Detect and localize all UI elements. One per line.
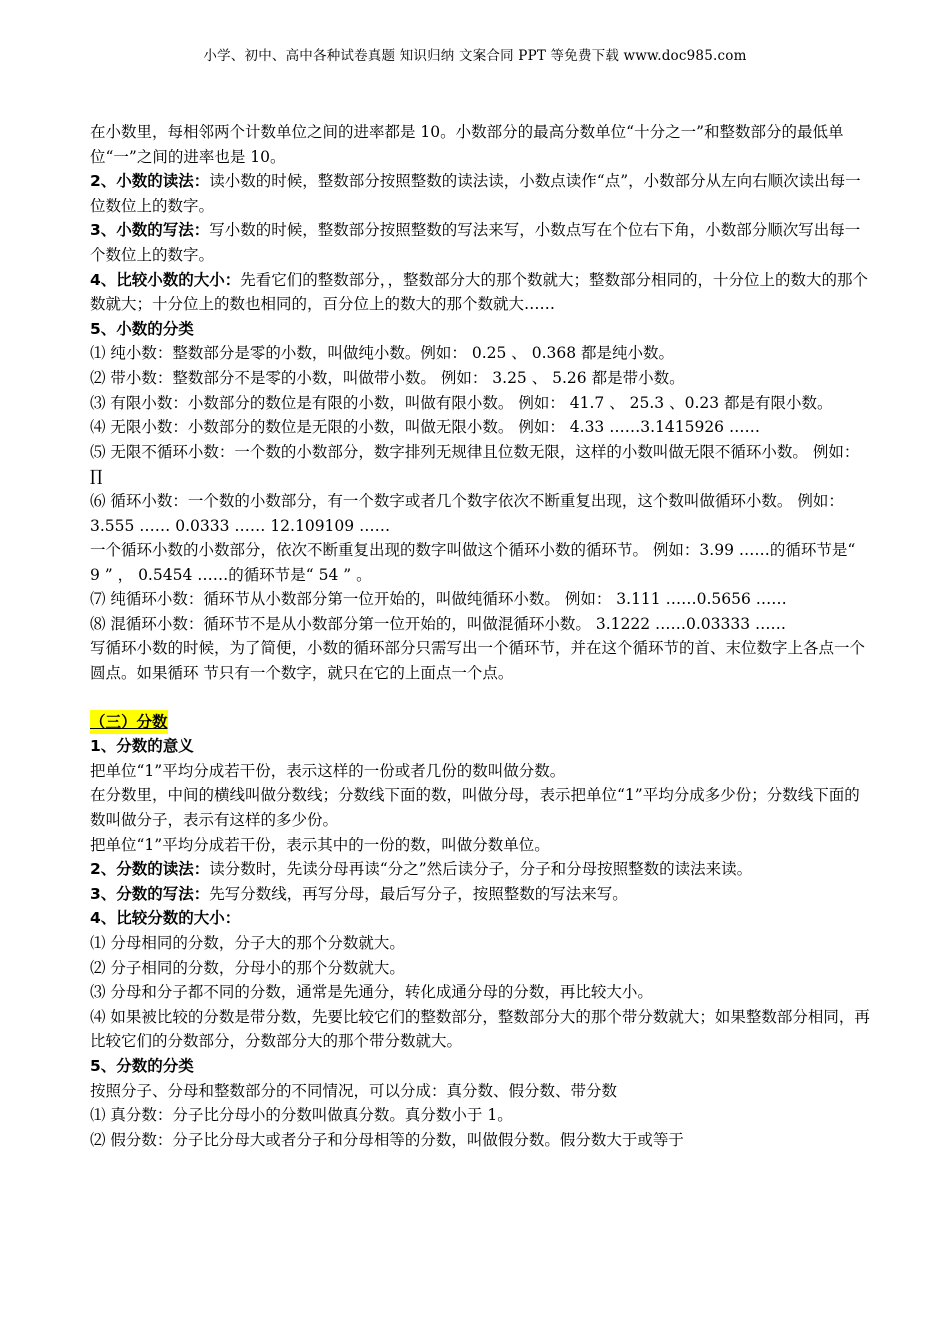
decimal-item: ⑵ 带小数：整数部分不是零的小数，叫做带小数。 例如： 3.25 、 5.26 都是带小数。 (90, 368, 685, 387)
decimal-compare (90, 268, 870, 317)
decimal-reading-label: 2、小数的读法： (90, 172, 210, 191)
fraction-reading-text: 读分数时，先读分母再读“分之”然后读分子，分子和分母按照整数的读法来读。 (209, 860, 753, 879)
decimal-class-title: 5、小数的分类 (90, 319, 194, 338)
document-body (90, 120, 870, 1152)
decimal-item: ⑷ 无限小数：小数部分的数位是无限的小数，叫做无限小数。 例如： 4.33 ……3.1415926 …… (90, 418, 760, 437)
fraction-section-heading (90, 710, 870, 735)
fraction-compare-item: ⑵ 分子相同的分数，分母小的那个分数就大。 (90, 958, 405, 977)
fraction-compare-title: 4、比较分数的大小： (90, 909, 241, 928)
decimal-item: 一个循环小数的小数部分，依次不断重复出现的数字叫做这个循环小数的循环节。 例如：3.99 ……的循环节是“ 9 ” ， 0.5454 ……的循环节是“ 54 ” 。 (90, 541, 856, 584)
fraction-class-intro: 按照分子、分母和整数部分的不同情况，可以分成：真分数、假分数、带分数 (90, 1081, 618, 1100)
fraction-compare-item: ⑷ 如果被比较的分数是带分数，先要比较它们的整数部分，整数部分大的那个带分数就大；如果整数部分相同，再比较它们的分数部分，分数部分大的那个带分数就大。 (90, 1007, 870, 1051)
page-header: 小学、初中、高中各种试卷真题 知识归纳 文案合同 PPT 等免费下载 www.doc985.com (203, 48, 747, 64)
decimal-writing (90, 218, 870, 267)
fraction-writing (90, 882, 870, 907)
fraction-class-item: ⑴ 真分数：分子比分母小的分数叫做真分数。真分数小于 1。 (90, 1106, 513, 1125)
fraction-meaning-line: 在分数里，中间的横线叫做分数线；分数线下面的数，叫做分母，表示把单位“1”平均分成多少份；分数线下面的数叫做分子，表示有这样的多少份。 (90, 786, 860, 830)
fraction-section-title: （三）分数 (90, 710, 168, 735)
fraction-writing-label: 3、分数的写法： (90, 884, 210, 903)
decimal-compare-label: 4、比较小数的大小： (90, 270, 241, 289)
fraction-meaning-line: 把单位“1”平均分成若干份，表示这样的一份或者几份的数叫做分数。 (90, 761, 566, 780)
decimal-reading (90, 169, 870, 218)
decimal-item: ⑻ 混循环小数：循环节不是从小数部分第一位开始的，叫做混循环小数。 3.1222 ……0.03333 …… (90, 614, 787, 633)
fraction-compare-item: ⑴ 分母相同的分数，分子大的那个分数就大。 (90, 934, 405, 952)
decimal-writing-label: 3、小数的写法： (90, 221, 210, 240)
fraction-compare-item: ⑶ 分母和分子都不同的分数，通常是先通分，转化成通分母的分数，再比较大小。 (90, 983, 653, 1002)
decimal-intro: 在小数里，每相邻两个计数单位之间的进率都是 10。小数部分的最高分数单位“十分之一”和整数部分的最低单位“一”之间的进率也是 10。 (90, 123, 844, 166)
fraction-writing-text: 先写分数线，再写分母，最后写分子，按照整数的写法来写。 (209, 884, 628, 903)
decimal-item: ⑶ 有限小数：小数部分的数位是有限的小数，叫做有限小数。 例如： 41.7 、 25.3 、0.23 都是有限小数。 (90, 393, 833, 412)
decimal-item: ⑴ 纯小数：整数部分是零的小数，叫做纯小数。例如： 0.25 、 0.368 都是纯小数。 (90, 344, 675, 363)
decimal-reading-text: 读小数的时候，整数部分按照整数的读法读，小数点读作“点”，小数部分从左向右顺次读出每一位数位上的数字。 (90, 172, 861, 215)
fraction-class-item: ⑵ 假分数：分子比分母大或者分子和分母相等的分数，叫做假分数。假分数大于或等于 (90, 1130, 684, 1149)
fraction-reading-label: 2、分数的读法： (90, 860, 210, 879)
decimal-item: 写循环小数的时候，为了简便，小数的循环部分只需写出一个循环节，并在这个循环节的首、末位数字上各点一个圆点。如果循环 节只有一个数字，就只在它的上面点一个点。 (90, 639, 866, 683)
decimal-item: ⑺ 纯循环小数：循环节从小数部分第一位开始的，叫做纯循环小数。 例如： 3.111 ……0.5656 …… (90, 590, 787, 609)
decimal-item: ⑸ 无限不循环小数：一个数的小数部分，数字排列无规律且位数无限，这样的小数叫做无限不循环小数。 例如：∏ (90, 442, 860, 486)
fraction-meaning-title: 1、分数的意义 (90, 737, 194, 756)
fraction-meaning-line: 把单位“1”平均分成若干份，表示其中的一份的数，叫做分数单位。 (90, 835, 550, 854)
decimal-writing-text: 写小数的时候，整数部分按照整数的写法来写，小数点写在个位右下角，小数部分顺次写出每一个数位上的数字。 (90, 221, 861, 264)
section-spacer (90, 686, 870, 710)
fraction-class-title: 5、分数的分类 (90, 1056, 194, 1075)
decimal-compare-text: 先看它们的整数部分，，整数部分大的那个数就大；整数部分相同的，十分位上的数大的那个数就大；十分位上的数也相同的，百分位上的数大的那个数就大…… (90, 270, 869, 314)
decimal-item: ⑹ 循环小数：一个数的小数部分，有一个数字或者几个数字依次不断重复出现，这个数叫做循环小数。 例如： 3.555 …… 0.0333 …… 12.109109 …… (90, 491, 844, 535)
fraction-reading (90, 857, 870, 882)
